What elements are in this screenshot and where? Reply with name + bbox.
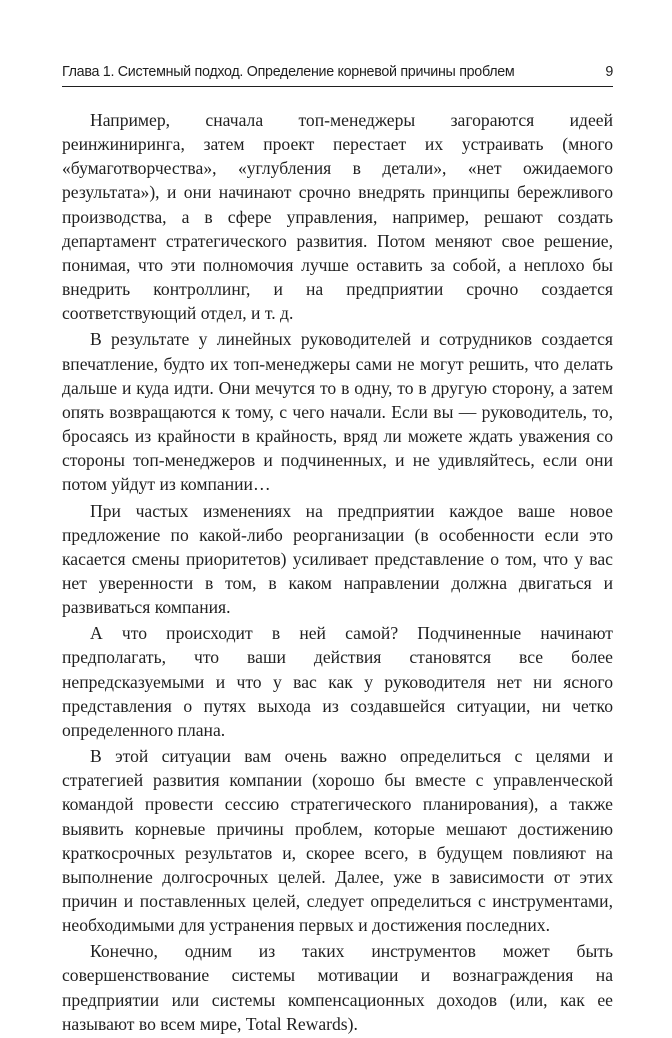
page-number: 9 (605, 64, 613, 80)
paragraph: Например, сначала топ-менеджеры загораются идеей реинжиниринга, затем проект перестает их устраивать (много «бумаготворчества», «углубления в детали», «нет ожидаемого результата»), и они начинают срочно внедрять принципы бережливого производства, а в сфере управления, например, решают создать департамент стратегического развития. Потом меняют свое решение, понимая, что эти полномочия лучше оставить за собой, а неплохо бы внедрить контроллинг, и на предприятии срочно создается соответствующий отдел, и т. д. (62, 110, 613, 324)
paragraph: Конечно, одним из таких инструментов может быть совершенствование системы мотивации и вознаграждения на предприятии или системы компенсационных доходов (или, как ее называют во всем мире, Total Rewards). (62, 941, 613, 1034)
paragraph: При частых изменениях на предприятии каждое ваше новое предложение по какой-либо реорганизации (в особенности если это касается смены приоритетов) усиливает представление о том, что у вас нет уверенности в том, в каком направлении должна двигаться и развиваться компания. (62, 500, 613, 618)
paragraph: В результате у линейных руководителей и сотрудников создается впечатление, будто их топ-менеджеры сами не могут решить, что делать дальше и куда идти. Они мечутся то в одну, то в другую сторону, а затем опять возвращаются к тому, с чего начали. Если вы — руководитель, то, бросаясь из крайности в крайность, вряд ли можете ждать уважения со стороны топ-менеджеров и подчиненных, и не удивляйтесь, если они потом уйдут из компании… (62, 329, 613, 495)
paragraph: А что происходит в ней самой? Подчиненные начинают предполагать, что ваши действия становятся все более непредсказуемыми и что у вас как у руководителя нет ни ясного представления о путях выхода из создавшейся ситуации, ни четко определенного плана. (62, 623, 613, 740)
body-text (62, 108, 613, 1038)
chapter-title: Глава 1. Системный подход. Определение корневой причины проблем (62, 64, 515, 80)
paragraph: В этой ситуации вам очень важно определиться с целями и стратегией развития компании (хорошо бы вместе с управленческой командой провести сессию стратегического планирования), а также выявить корневые причины проблем, которые мешают достижению краткосрочных результатов и, скорее всего, в будущем повлияют на выполнение долгосрочных целей. Далее, уже в зависимости от этих причин и поставленных целей, следует определиться с инструментами, необходимыми для устранения первых и достижения последних. (62, 746, 613, 936)
running-header (62, 64, 613, 87)
